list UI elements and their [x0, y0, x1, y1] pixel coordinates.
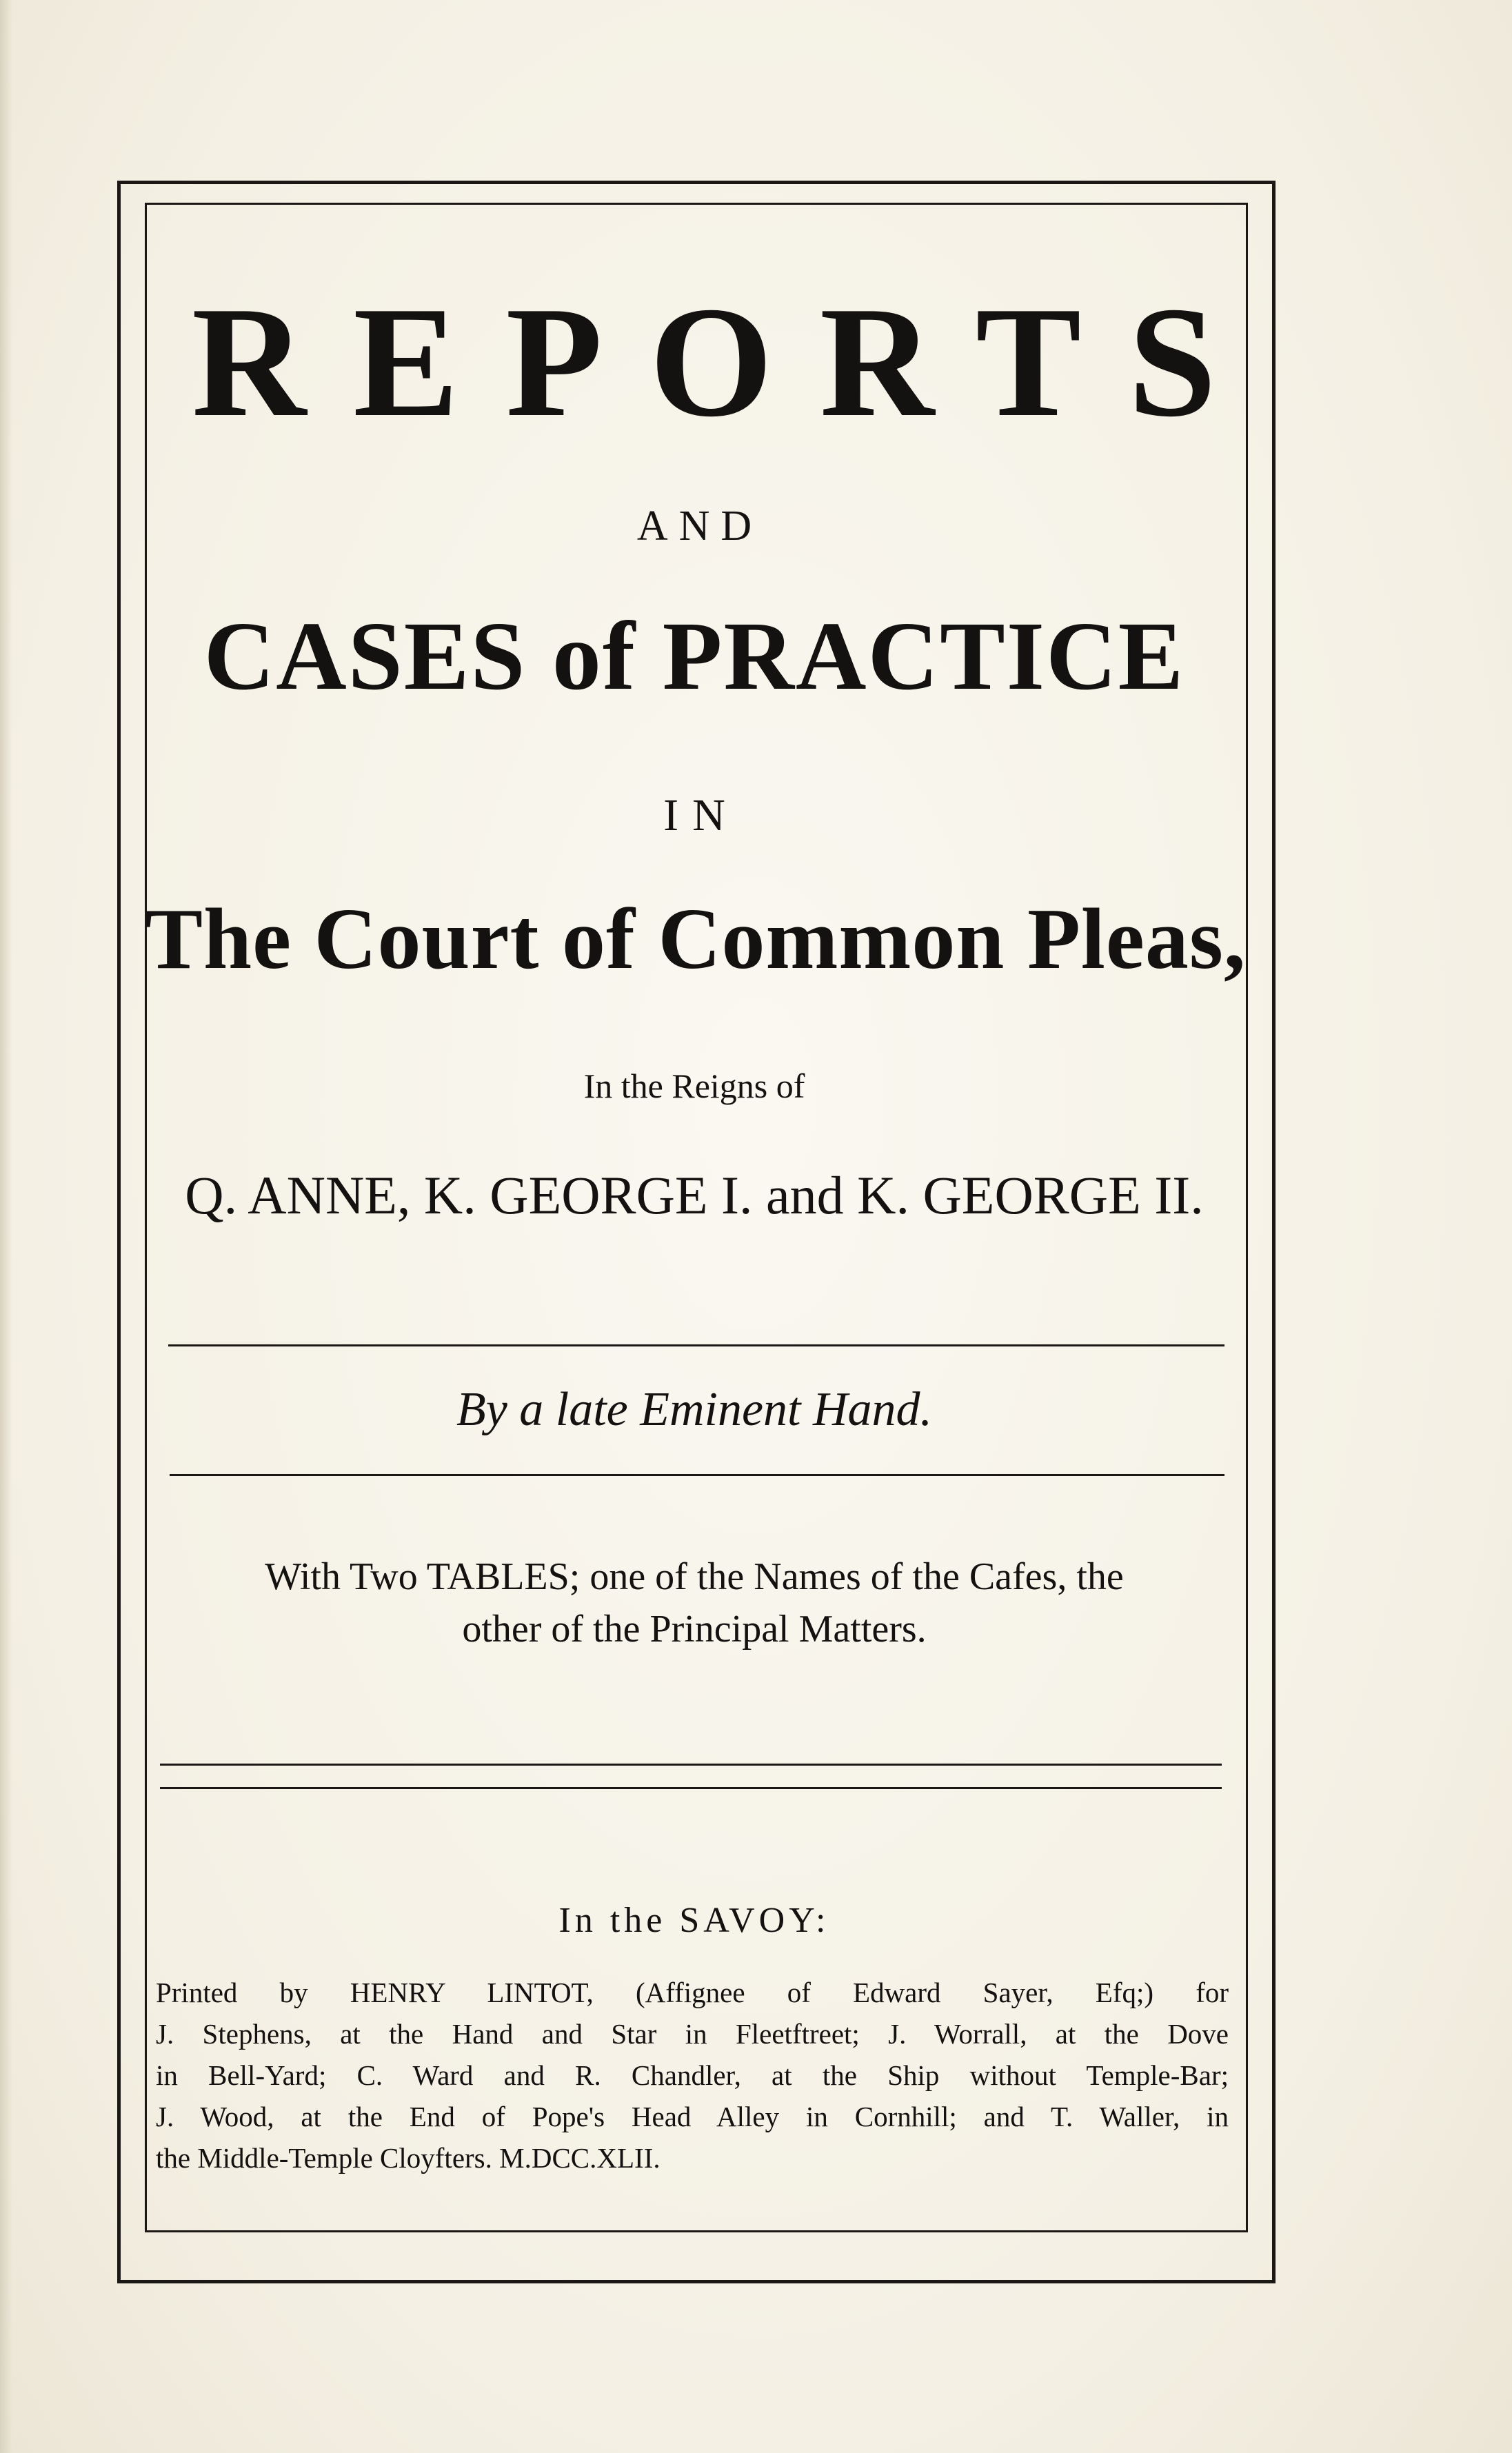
monarchs-line: Q. ANNE, K. GEORGE I. and K. GEORGE II. [185, 1165, 1204, 1225]
connector-and: AND [636, 503, 763, 549]
reigns-intro: In the Reigns of [583, 1067, 805, 1105]
author-line: By a late Eminent Hand. [456, 1383, 933, 1436]
imprint-line: J. Wood, at the End of Pope's Head Alley in Cornhill; and T. Waller, in [156, 2101, 1229, 2132]
tables-line: With Two TABLES; one of the Names of the Cafes, the [265, 1555, 1124, 1598]
place-of-printing: In the SAVOY: [558, 1901, 830, 1940]
tables-line: other of the Principal Matters. [462, 1607, 927, 1651]
imprint-line: the Middle-Temple Cloyfters. M.DCC.XLII. [156, 2142, 661, 2174]
imprint-line: Printed by HENRY LINTOT, (Affignee of Edward Sayer, Efq;) for [156, 1977, 1229, 2008]
court-name-blackletter: The Court of Common Pleas, [145, 891, 1247, 987]
connector-in: IN [663, 790, 739, 840]
imprint-block [156, 1972, 1229, 2179]
divider-rule [170, 1474, 1224, 1476]
divider-rule [160, 1787, 1222, 1789]
title-reports: REPORTS [192, 274, 1264, 450]
imprint-line: J. Stephens, at the Hand and Star in Fleetftreet; J. Worrall, at the Dove [156, 2018, 1229, 2050]
divider-rule [160, 1764, 1222, 1766]
subtitle-cases-of-practice: CASES of PRACTICE [203, 601, 1185, 710]
tables-description [145, 1551, 1244, 1655]
divider-rule [168, 1344, 1224, 1346]
binding-edge [0, 0, 12, 2453]
imprint-line: in Bell-Yard; C. Ward and R. Chandler, at the Ship without Temple-Bar; [156, 2059, 1229, 2091]
